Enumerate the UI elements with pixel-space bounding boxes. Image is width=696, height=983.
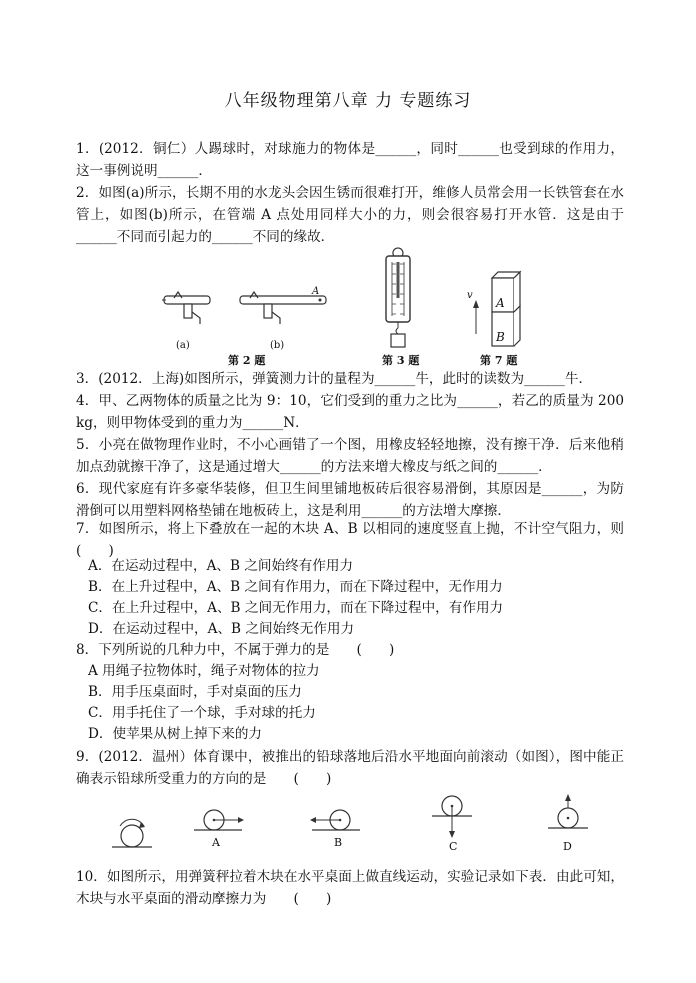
fig-b-label: (b) (270, 340, 285, 351)
question-10: 10．如图所示，用弹簧秤拉着木块在水平桌面上做直线运动，实验记录如下表．由此可知，木块与水平桌面的滑动摩擦力为 ( ) (76, 869, 624, 907)
question-6: 6．现代家庭有许多豪华装修，但卫生间里铺地板砖后很容易滑倒，其原因是______，为防滑倒可以用塑料网格垫铺在地板砖上，这是利用______的方法增大摩擦． (76, 481, 624, 519)
q7-option-c: C．在上升过程中，A、B 之间无作用力，而在下降过程中，有作用力 (88, 600, 504, 616)
question-5: 5．小亮在做物理作业时，不小心画错了一个图，用橡皮轻轻地擦，没有擦干净．后来他稍加点劲就擦干净了，这是通过增大______的方法来增大橡皮与纸之间的______． (76, 437, 624, 475)
point-a-label: A (312, 286, 320, 297)
q8-option-d: D．使苹果从树上掉下来的力 (88, 726, 263, 742)
question-9: 9．(2012．温州）体育课中，被推出的铅球落地后沿水平地面向前滚动（如图），图中能正确表示铅球所受重力的方向的是 ( ) (76, 749, 624, 787)
q7-option-b: B．在上升过程中，A、B 之间有作用力，而在下降过程中，无作用力 (88, 579, 503, 595)
caption-question-3: 第 3 题 (382, 354, 420, 367)
q9-label-c: C (449, 840, 458, 853)
rolling-ball-figure (110, 816, 154, 852)
option-d-figure (546, 792, 590, 838)
question-7: 7．如图所示，将上下叠放在一起的木块 A、B 以相同的速度竖直上抛，不计空气阻力，则 ( ) (76, 521, 638, 559)
q9-label-b: B (334, 836, 343, 849)
q9-label-d: D (563, 840, 572, 853)
q8-option-a: A 用绳子拉物体时，绳子对物体的拉力 (88, 663, 320, 679)
spring-scale-figure (378, 246, 418, 350)
question-3: 3．(2012．上海)如图所示，弹簧测力计的量程为______牛，此时的读数为______牛． (76, 371, 593, 387)
question-2: 2．如图(a)所示，长期不用的水龙头会因生锈而很难打开，维修人员常会用一长铁管套在水管上，如图(b)所示，在管端 A 点处用同样大小的力，则会很容易打开水管．这是由于______不同而引起力的______不同的缘故． (76, 185, 624, 245)
question-8: 8．下列所说的几种力中，不属于弹力的是 ( ) (76, 642, 395, 658)
block-a-label: A (496, 296, 505, 310)
q9-label-a: A (212, 836, 220, 849)
q8-option-c: C．用手托住了一个球，手对球的托力 (88, 705, 316, 721)
faucet-figure-a (160, 290, 220, 340)
q7-option-d: D．在运动过程中，A、B 之间始终无作用力 (88, 621, 355, 637)
option-c-figure (430, 794, 474, 840)
option-b-figure (308, 808, 362, 834)
q8-option-b: B．用手压桌面时，手对桌面的压力 (88, 684, 302, 700)
fig-a-label: (a) (176, 340, 190, 351)
block-b-label: B (496, 330, 505, 344)
caption-question-2: 第 2 题 (228, 354, 266, 367)
caption-question-7: 第 7 题 (480, 354, 518, 367)
question-4: 4．甲、乙两物体的质量之比为 9：10，它们受到的重力之比为______，若乙的质量为 200 kg，则甲物体受到的重力为______N． (76, 393, 624, 431)
page-title: 八年级物理第八章 力 专题练习 (224, 91, 472, 111)
option-a-figure (192, 808, 246, 834)
velocity-label: v (467, 290, 473, 301)
q7-option-a: A．在运动过程中，A、B 之间始终有作用力 (88, 558, 354, 574)
question-1: 1．(2012．铜仁）人踢球时，对球施力的物体是______，同时______也受到球的作用力，这一事例说明______． (76, 141, 624, 179)
faucet-figure-b (236, 290, 336, 340)
